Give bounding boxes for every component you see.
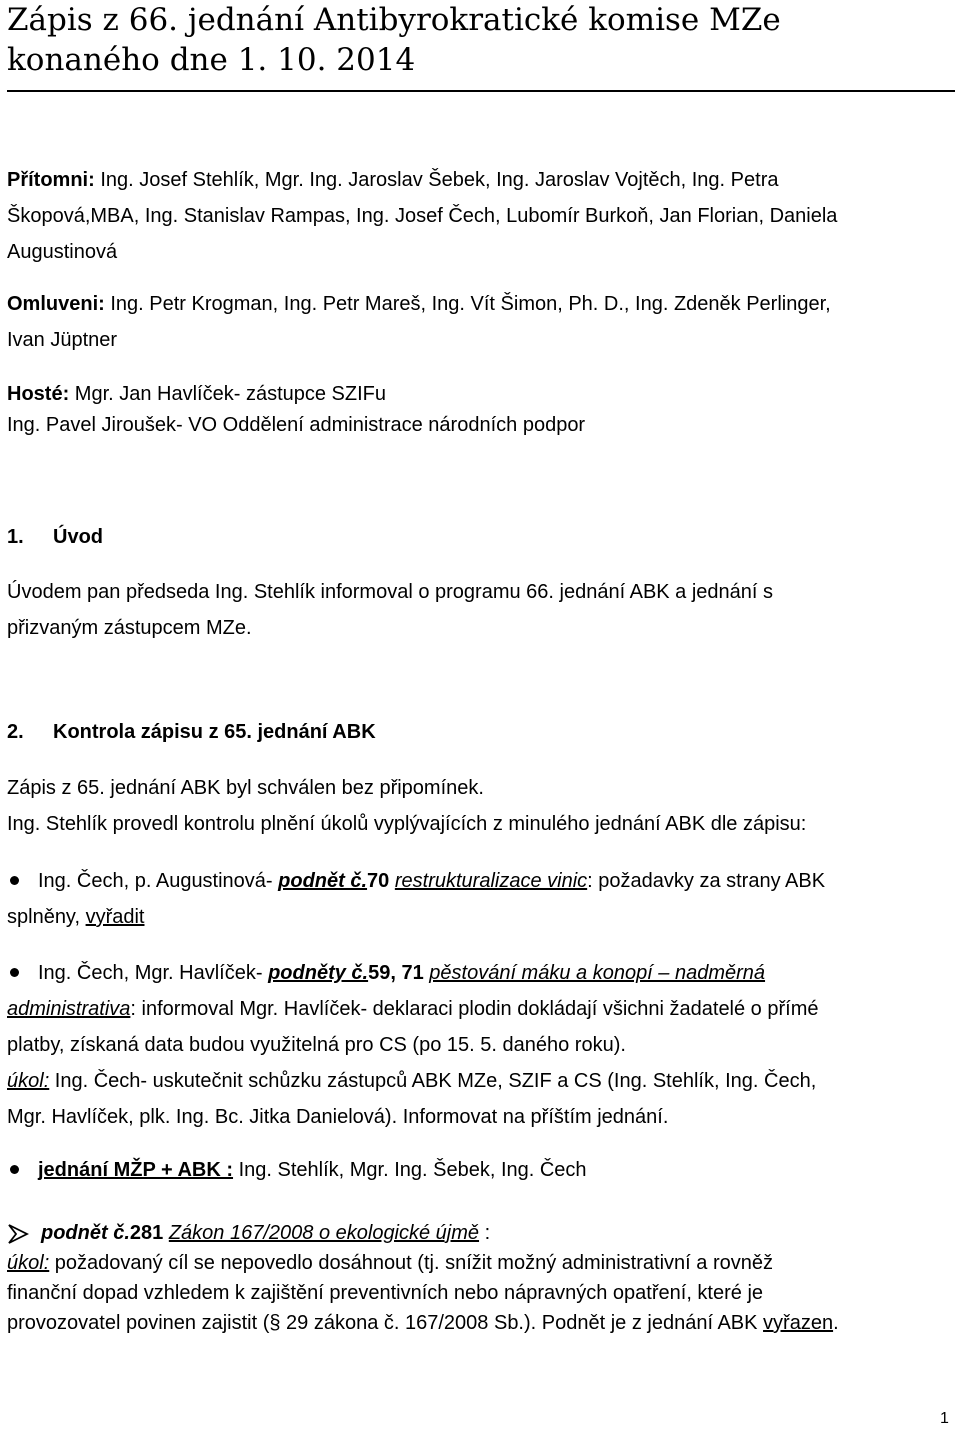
excused-label: Omluveni:: [7, 293, 105, 315]
item-4-number: 281: [129, 1222, 169, 1244]
check-item-4: [7, 1215, 952, 1341]
excused-line-1: Ing. Petr Krogman, Ing. Petr Mareš, Ing. Vít Šimon, Ph. D., Ing. Zdeněk Perlinger,: [104, 293, 831, 315]
item-1-text-2: splněny,: [7, 906, 86, 928]
arrow-bullet-icon: [7, 1224, 29, 1244]
item-2-text: : informoval Mgr. Havlíček- deklaraci plodin dokládají všichni žadatelé o přímé: [130, 998, 819, 1020]
section-1-line-2: přizvaným zástupcem MZe.: [7, 617, 252, 639]
document-title: [7, 0, 952, 80]
guests-line-2: Ing. Pavel Jiroušek- VO Oddělení administrace národních podpor: [7, 414, 586, 436]
item-1-label: podnět č.: [278, 870, 368, 892]
item-2-topic-2: administrativa: [7, 998, 131, 1020]
item-1-number: 70: [367, 870, 395, 892]
present-line-1: Ing. Josef Stehlík, Mgr. Ing. Jaroslav Šebek, Ing. Jaroslav Vojtěch, Ing. Petra: [94, 169, 779, 191]
item-4-action: vyřazen: [763, 1312, 834, 1334]
bullet-icon: [10, 1165, 19, 1174]
item-2-text-2: platby, získaná data budou využitelná pro CS (po 15. 5. daného roku).: [7, 1034, 626, 1056]
item-4-label: podnět č.: [41, 1222, 130, 1244]
item-4-period: .: [833, 1312, 839, 1334]
section-2-line-2: Ing. Stehlík provedl kontrolu plnění úkolů vyplývajících z minulého jednání ABK dle zápisu:: [7, 813, 807, 835]
section-1-title: Úvod: [53, 526, 103, 548]
title-line-1: Zápis z 66. jednání Antibyrokratické komise MZe: [7, 2, 781, 38]
section-2-title: Kontrola zápisu z 65. jednání ABK: [53, 721, 376, 743]
item-3-label: jednání MŽP + ABK :: [38, 1159, 234, 1181]
check-item-1: [7, 863, 952, 935]
guests-line-1: Mgr. Jan Havlíček- zástupce SZIFu: [69, 383, 387, 405]
item-1-action: vyřadit: [85, 906, 145, 928]
item-4-task-label: úkol:: [7, 1252, 50, 1274]
present-line-3: Augustinová: [7, 241, 118, 263]
present-line-2: Škopová,MBA, Ing. Stanislav Rampas, Ing. Josef Čech, Lubomír Burkoň, Jan Florian, Daniela: [7, 205, 838, 227]
item-3-persons: Ing. Stehlík, Mgr. Ing. Šebek, Ing. Čech: [233, 1159, 587, 1181]
item-2-label: podněty č.: [268, 962, 369, 984]
section-1-line-1: Úvodem pan předseda Ing. Stehlík informoval o programu 66. jednání ABK a jednání s: [7, 581, 774, 603]
section-2-number: 2.: [7, 721, 24, 743]
item-2-task: Ing. Čech- uskutečnit schůzku zástupců ABK MZe, SZIF a CS (Ing. Stehlík, Ing. Čech,: [49, 1070, 817, 1092]
section-1-heading: [7, 519, 952, 555]
bullet-icon: [10, 876, 19, 885]
bullet-icon: [10, 968, 19, 977]
item-2-persons: Ing. Čech, Mgr. Havlíček-: [38, 962, 269, 984]
item-4-colon: :: [479, 1222, 491, 1244]
item-4-text: požadovaný cíl se nepovedlo dosáhnout (tj. snížit možný administrativní a rovněž: [49, 1252, 773, 1274]
item-4-text-2: finanční dopad vzhledem k zajištění preventivních nebo nápravných opatření, které je: [7, 1282, 764, 1304]
section-1-number: 1.: [7, 526, 24, 548]
check-item-3: [7, 1152, 952, 1188]
section-2-text: [7, 770, 952, 842]
section-2-heading: [7, 714, 952, 750]
item-1-persons: Ing. Čech, p. Augustinová-: [38, 870, 279, 892]
excused-line-2: Ivan Jüptner: [7, 329, 118, 351]
item-2-task-label: úkol:: [7, 1070, 50, 1092]
item-2-topic: pěstování máku a konopí – nadměrná: [429, 962, 766, 984]
section-2-line-1: Zápis z 65. jednání ABK byl schválen bez připomínek.: [7, 777, 484, 799]
item-1-text: : požadavky za strany ABK: [587, 870, 826, 892]
item-2-numbers: 59, 71: [368, 962, 430, 984]
item-4-topic: Zákon 167/2008 o ekologické újmě: [168, 1222, 480, 1244]
title-line-2: konaného dne 1. 10. 2014: [7, 42, 416, 78]
attendance-guests: [7, 376, 952, 443]
attendance-excused: [7, 286, 952, 358]
present-label: Přítomni:: [7, 169, 95, 191]
section-1-text: [7, 574, 952, 646]
page-number: 1: [940, 1410, 949, 1427]
attendance-present: [7, 162, 952, 270]
item-2-task-2: Mgr. Havlíček, plk. Ing. Bc. Jitka Danielová). Informovat na příštím jednání.: [7, 1106, 669, 1128]
check-item-2: [7, 955, 952, 1135]
title-divider: [7, 90, 955, 92]
item-4-text-3: provozovatel povinen zajistit (§ 29 zákona č. 167/2008 Sb.). Podnět je z jednání ABK: [7, 1312, 764, 1334]
guests-label: Hosté:: [7, 383, 70, 405]
item-1-topic: restrukturalizace vinic: [394, 870, 588, 892]
